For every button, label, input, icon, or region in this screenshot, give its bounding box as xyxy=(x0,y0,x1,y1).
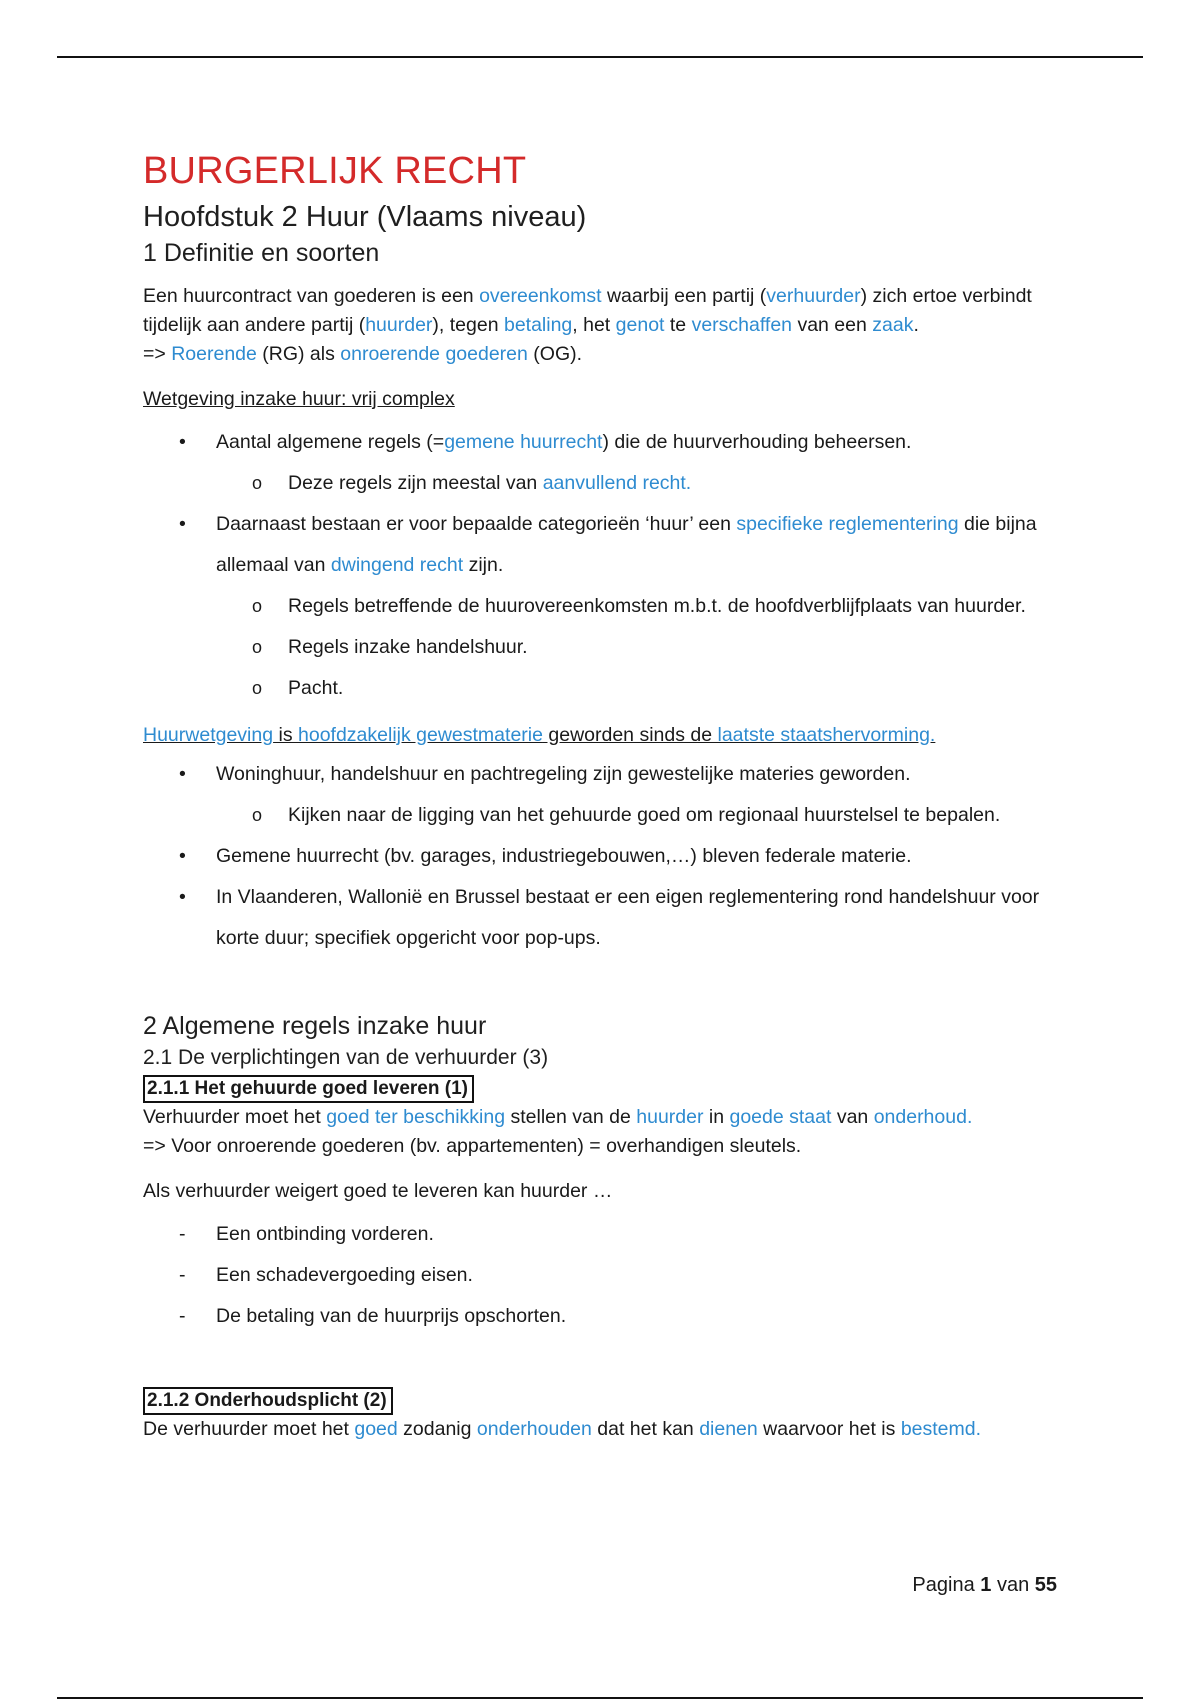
list-item: o Deze regels zijn meestal van aanvullend recht. xyxy=(143,463,1083,504)
regional-list xyxy=(143,754,1083,959)
bullet-icon: • xyxy=(179,763,186,785)
goods-types-paragraph: => Roerende (RG) als onroerende goederen (OG). xyxy=(143,343,583,365)
section-2-1-heading: 2.1 De verplichtingen van de verhuurder (3) xyxy=(143,1046,549,1069)
list-item: • In Vlaanderen, Wallonië en Brussel bestaat er een eigen reglementering rond handelshuur voor korte duur; specifiek opgericht voor pop-ups. xyxy=(143,877,1083,959)
list-item: o Regels inzake handelshuur. xyxy=(143,627,1083,668)
page-number: Pagina 1 van 55 xyxy=(912,1574,1057,1596)
header-rule xyxy=(57,56,1143,58)
document-title: BURGERLIJK RECHT xyxy=(143,150,527,192)
dash-icon: - xyxy=(179,1305,186,1327)
legislation-note: Wetgeving inzake huur: vrij complex xyxy=(143,388,455,410)
remedies-list xyxy=(143,1214,1083,1337)
sub-bullet-icon: o xyxy=(252,678,263,698)
sub-bullet-icon: o xyxy=(252,473,263,493)
maintenance-paragraph: De verhuurder moet het goed zodanig onderhouden dat het kan dienen waarvoor het is bestemd. xyxy=(143,1418,982,1440)
list-item: • Aantal algemene regels (=gemene huurrecht) die de huurverhouding beheersen. xyxy=(143,422,1083,463)
list-item: • Woninghuur, handelshuur en pachtregeling zijn gewestelijke materies geworden. xyxy=(143,754,1083,795)
deliver-paragraph: Verhuurder moet het goed ter beschikking stellen van de huurder in goede staat van onderhoud. xyxy=(143,1106,973,1128)
bullet-icon: • xyxy=(179,513,186,535)
sub-bullet-icon: o xyxy=(252,637,263,657)
bullet-icon: • xyxy=(179,431,186,453)
list-item: • Daarnaast bestaan er voor bepaalde categorieën ‘huur’ een specifieke reglementering die bijna allemaal van dwingend recht zijn. xyxy=(143,504,1083,586)
section-2-heading: 2 Algemene regels inzake huur xyxy=(143,1012,487,1040)
list-item: - De betaling van de huurprijs opschorten. xyxy=(143,1296,1083,1337)
dash-icon: - xyxy=(179,1223,186,1245)
regional-legislation-paragraph: Huurwetgeving is hoofdzakelijk gewestmaterie geworden sinds de laatste staatshervorming. xyxy=(143,724,936,746)
document-body xyxy=(143,140,1083,1444)
chapter-heading: Hoofdstuk 2 Huur (Vlaams niveau) xyxy=(143,201,587,233)
list-item: o Kijken naar de ligging van het gehuurde goed om regionaal huurstelsel te bepalen. xyxy=(143,795,1083,836)
bullet-icon: • xyxy=(179,845,186,867)
list-item: o Regels betreffende de huurovereenkomsten m.b.t. de hoofdverblijfplaats van huurder. xyxy=(143,586,1083,627)
legislation-list xyxy=(143,422,1083,709)
sub-bullet-icon: o xyxy=(252,805,263,825)
section-1-heading: 1 Definitie en soorten xyxy=(143,239,380,267)
keys-paragraph: => Voor onroerende goederen (bv. appartementen) = overhandigen sleutels. xyxy=(143,1135,802,1157)
definition-paragraph: Een huurcontract van goederen is een overeenkomst waarbij een partij (verhuurder) zich ertoe verbindt tijdelijk aan andere partij (huurder), tegen betaling, het genot te verschaffen van een zaak. xyxy=(143,285,1032,336)
section-2-1-2-heading: 2.1.2 Onderhoudsplicht (2) xyxy=(143,1387,393,1415)
footer-rule xyxy=(57,1697,1143,1699)
section-2-1-1-heading: 2.1.1 Het gehuurde goed leveren (1) xyxy=(143,1075,474,1103)
list-item: - Een schadevergoeding eisen. xyxy=(143,1255,1083,1296)
refusal-paragraph: Als verhuurder weigert goed te leveren kan huurder … xyxy=(143,1180,613,1202)
sub-bullet-icon: o xyxy=(252,596,263,616)
dash-icon: - xyxy=(179,1264,186,1286)
bullet-icon: • xyxy=(179,886,186,908)
list-item: • Gemene huurrecht (bv. garages, industriegebouwen,…) bleven federale materie. xyxy=(143,836,1083,877)
list-item: - Een ontbinding vorderen. xyxy=(143,1214,1083,1255)
list-item: o Pacht. xyxy=(143,668,1083,709)
